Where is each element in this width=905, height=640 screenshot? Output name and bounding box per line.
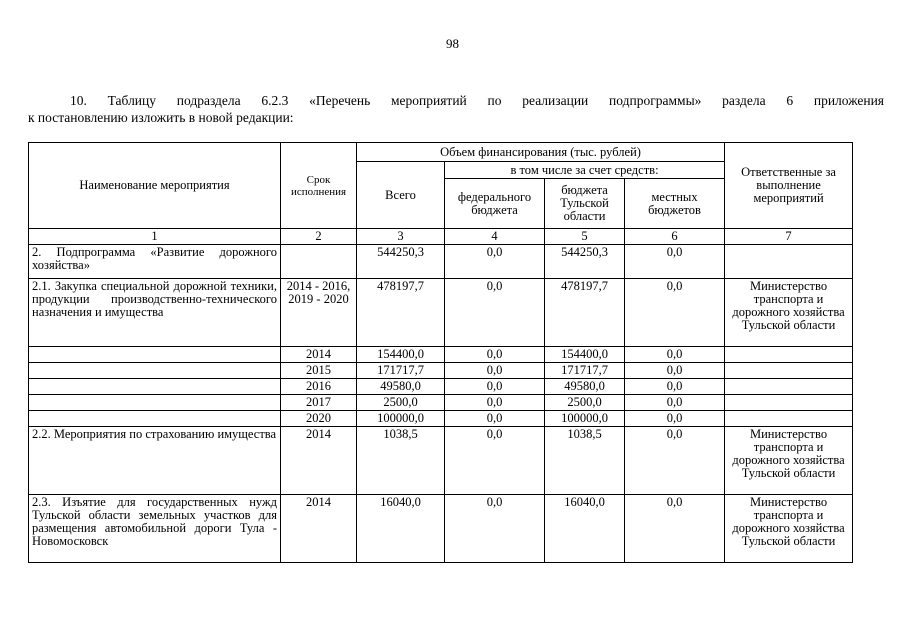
header-name: Наименование мероприятия xyxy=(29,143,281,229)
column-number: 7 xyxy=(725,229,853,245)
row-local: 0,0 xyxy=(625,347,725,363)
row-responsible xyxy=(725,363,853,379)
header-regional: бюджета Тульской области xyxy=(545,179,625,229)
header-term: Срок исполнения xyxy=(281,143,357,229)
column-number: 1 xyxy=(29,229,281,245)
row-term: 2014 - 2016, 2019 - 2020 xyxy=(281,279,357,347)
row-total: 171717,7 xyxy=(357,363,445,379)
row-local: 0,0 xyxy=(625,279,725,347)
row-name xyxy=(29,363,281,379)
table-row xyxy=(29,395,853,411)
column-number: 3 xyxy=(357,229,445,245)
row-term: 2014 xyxy=(281,347,357,363)
row-name: 2.1. Закупка специальной дорожной техники, продукции производственно-технического назначения и имущества xyxy=(29,279,281,347)
row-name: 2.2. Мероприятия по страхованию имущества xyxy=(29,427,281,495)
row-federal: 0,0 xyxy=(445,427,545,495)
row-total: 16040,0 xyxy=(357,495,445,563)
column-number: 4 xyxy=(445,229,545,245)
row-local: 0,0 xyxy=(625,363,725,379)
row-regional: 49580,0 xyxy=(545,379,625,395)
row-federal: 0,0 xyxy=(445,363,545,379)
table-row xyxy=(29,347,853,363)
row-responsible xyxy=(725,347,853,363)
row-federal: 0,0 xyxy=(445,245,545,279)
row-responsible xyxy=(725,245,853,279)
row-federal: 0,0 xyxy=(445,411,545,427)
row-local: 0,0 xyxy=(625,245,725,279)
measures-table xyxy=(28,142,853,563)
row-federal: 0,0 xyxy=(445,347,545,363)
table-row xyxy=(29,245,853,279)
header-total: Всего xyxy=(357,162,445,229)
row-term: 2014 xyxy=(281,495,357,563)
row-total: 544250,3 xyxy=(357,245,445,279)
row-total: 100000,0 xyxy=(357,411,445,427)
row-regional: 154400,0 xyxy=(545,347,625,363)
row-regional: 2500,0 xyxy=(545,395,625,411)
row-term: 2017 xyxy=(281,395,357,411)
page-number: 98 xyxy=(446,36,459,51)
header-including: в том числе за счет средств: xyxy=(445,162,725,179)
column-number: 2 xyxy=(281,229,357,245)
row-total: 478197,7 xyxy=(357,279,445,347)
intro-line-2: к постановлению изложить в новой редакции: xyxy=(28,110,294,125)
row-total: 2500,0 xyxy=(357,395,445,411)
column-number-row xyxy=(29,229,853,245)
row-regional: 544250,3 xyxy=(545,245,625,279)
header-local: местных бюджетов xyxy=(625,179,725,229)
row-term: 2016 xyxy=(281,379,357,395)
row-responsible: Министерство транспорта и дорожного хозяйства Тульской области xyxy=(725,427,853,495)
row-total: 154400,0 xyxy=(357,347,445,363)
row-term: 2020 xyxy=(281,411,357,427)
header-financing: Объем финансирования (тыс. рублей) xyxy=(357,143,725,162)
row-local: 0,0 xyxy=(625,395,725,411)
row-responsible: Министерство транспорта и дорожного хозяйства Тульской области xyxy=(725,495,853,563)
table-row xyxy=(29,427,853,495)
row-name xyxy=(29,411,281,427)
row-local: 0,0 xyxy=(625,411,725,427)
row-federal: 0,0 xyxy=(445,279,545,347)
row-term xyxy=(281,245,357,279)
column-number: 5 xyxy=(545,229,625,245)
row-responsible: Министерство транспорта и дорожного хозяйства Тульской области xyxy=(725,279,853,347)
row-responsible xyxy=(725,411,853,427)
row-name: 2.3. Изъятие для государственных нужд Тульской области земельных участков для размещения автомобильной дороги Тула - Новомосковск xyxy=(29,495,281,563)
row-name xyxy=(29,395,281,411)
row-regional: 100000,0 xyxy=(545,411,625,427)
row-local: 0,0 xyxy=(625,379,725,395)
row-total: 1038,5 xyxy=(357,427,445,495)
row-name: 2. Подпрограмма «Развитие дорожного хозяйства» xyxy=(29,245,281,279)
row-regional: 478197,7 xyxy=(545,279,625,347)
row-local: 0,0 xyxy=(625,427,725,495)
header-responsible: Ответственные за выполнение мероприятий xyxy=(725,143,853,229)
row-regional: 1038,5 xyxy=(545,427,625,495)
column-number: 6 xyxy=(625,229,725,245)
table-row xyxy=(29,411,853,427)
intro-paragraph xyxy=(28,92,884,126)
row-federal: 0,0 xyxy=(445,379,545,395)
table-row xyxy=(29,495,853,563)
row-regional: 16040,0 xyxy=(545,495,625,563)
row-regional: 171717,7 xyxy=(545,363,625,379)
row-term: 2015 xyxy=(281,363,357,379)
row-responsible xyxy=(725,395,853,411)
row-term: 2014 xyxy=(281,427,357,495)
intro-line-1: 10. Таблицу подраздела 6.2.3 «Перечень мероприятий по реализации подпрограммы» раздела 6 приложения xyxy=(70,93,884,108)
table-row xyxy=(29,363,853,379)
row-name xyxy=(29,347,281,363)
row-federal: 0,0 xyxy=(445,395,545,411)
table-row xyxy=(29,379,853,395)
row-local: 0,0 xyxy=(625,495,725,563)
row-responsible xyxy=(725,379,853,395)
table-row xyxy=(29,279,853,347)
row-name xyxy=(29,379,281,395)
row-federal: 0,0 xyxy=(445,495,545,563)
header-federal: федерального бюджета xyxy=(445,179,545,229)
row-total: 49580,0 xyxy=(357,379,445,395)
